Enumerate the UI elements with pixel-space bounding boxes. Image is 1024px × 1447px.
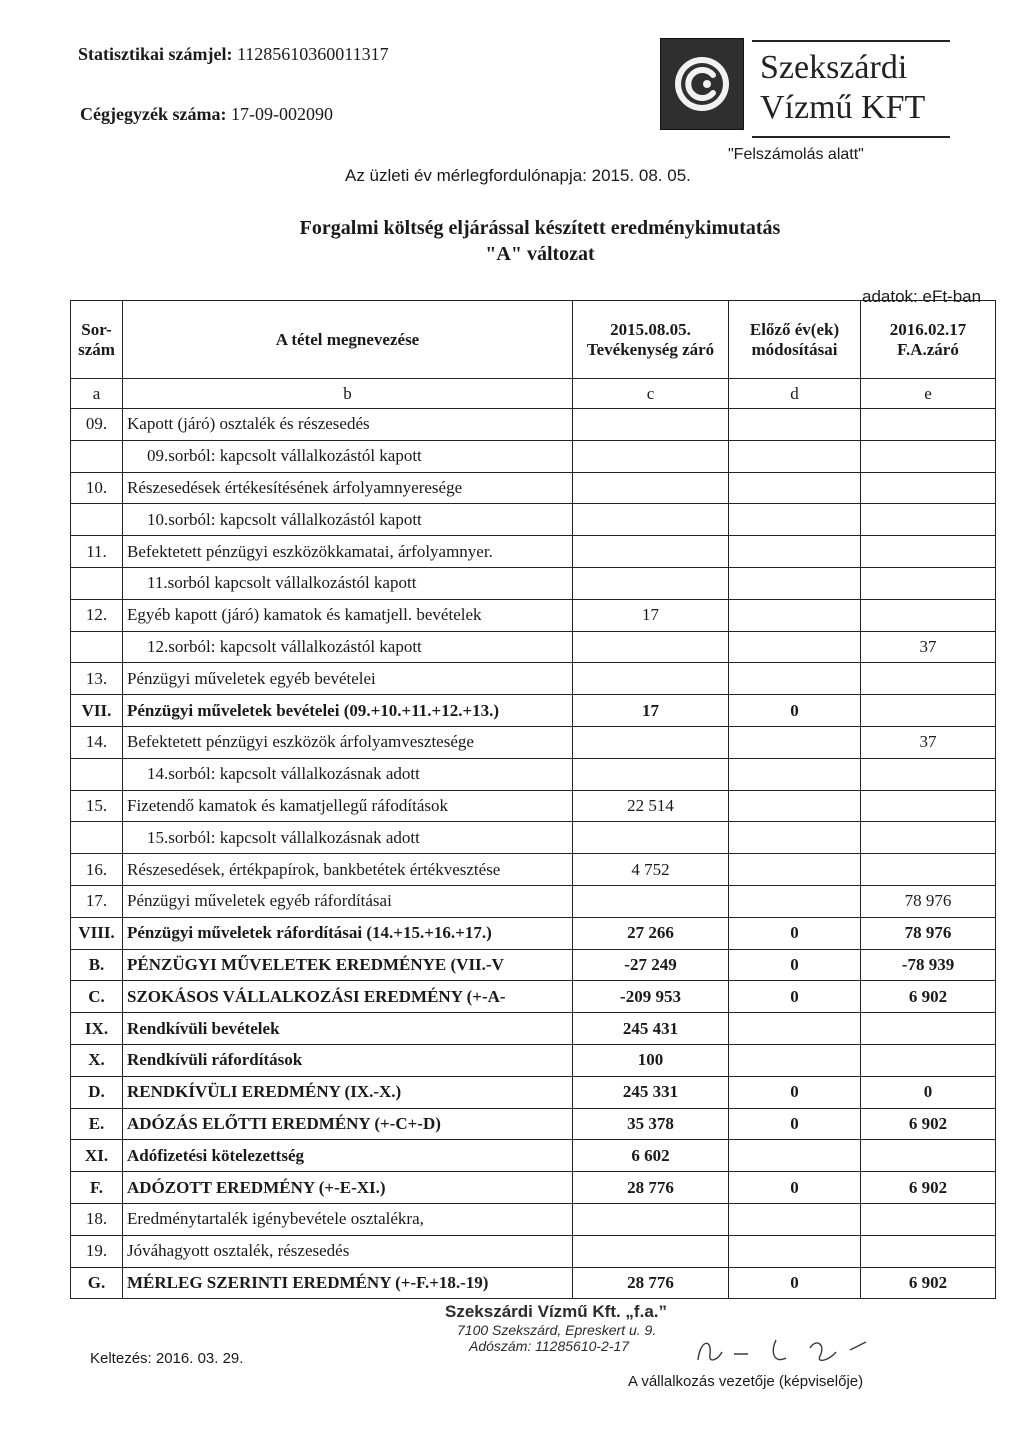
row-number: 16. — [71, 854, 123, 886]
row-label: Pénzügyi műveletek bevételei (09.+10.+11.+12.+13.) — [123, 695, 573, 727]
table-row — [71, 1044, 996, 1076]
value-d: 0 — [729, 1108, 861, 1140]
value-d: 0 — [729, 981, 861, 1013]
value-d — [729, 758, 861, 790]
value-e — [861, 567, 996, 599]
row-label: 10.sorból: kapcsolt vállalkozástól kapott — [123, 504, 573, 536]
value-e — [861, 758, 996, 790]
row-number: IX. — [71, 1013, 123, 1045]
table-letter-row — [71, 379, 996, 409]
value-e — [861, 1203, 996, 1235]
value-d — [729, 1203, 861, 1235]
row-number: X. — [71, 1044, 123, 1076]
value-c — [573, 567, 729, 599]
title-line1: Forgalmi költség eljárással készített eredménykimutatás — [299, 217, 781, 239]
col-letter-a: a — [71, 379, 123, 409]
value-d — [729, 536, 861, 568]
row-label: ADÓZÁS ELŐTTI EREDMÉNY (+-C+-D) — [123, 1108, 573, 1140]
row-label: 15.sorból: kapcsolt vállalkozásnak adott — [123, 822, 573, 854]
row-label: Fizetendő kamatok és kamatjellegű ráfodítások — [123, 790, 573, 822]
value-c: -27 249 — [573, 949, 729, 981]
value-e: 37 — [861, 631, 996, 663]
value-e — [861, 695, 996, 727]
col-header-d: Előző év(ek) módosításai — [729, 301, 861, 379]
row-label: Részesedések, értékpapírok, bankbetétek értékvesztése — [123, 854, 573, 886]
value-e: 6 902 — [861, 981, 996, 1013]
table-row — [71, 1235, 996, 1267]
value-d: 0 — [729, 1267, 861, 1299]
table-row — [71, 409, 996, 441]
value-d — [729, 790, 861, 822]
value-e — [861, 663, 996, 695]
row-number — [71, 504, 123, 536]
stamp-line2: 7100 Szekszárd, Epreskert u. 9. — [457, 1322, 657, 1338]
value-c: 245 431 — [573, 1013, 729, 1045]
row-number: 09. — [71, 409, 123, 441]
value-d: 0 — [729, 1076, 861, 1108]
value-c — [573, 504, 729, 536]
value-e: 37 — [861, 726, 996, 758]
row-number: VIII. — [71, 917, 123, 949]
table-row — [71, 1267, 996, 1299]
stat-number-label: Statisztikai számjel: — [78, 44, 233, 64]
value-e: -78 939 — [861, 949, 996, 981]
row-label: Befektetett pénzügyi eszközök árfolyamvesztesége — [123, 726, 573, 758]
row-number: 15. — [71, 790, 123, 822]
row-label: Eredménytartalék igénybevétele osztalékra, — [123, 1203, 573, 1235]
row-label: 14.sorból: kapcsolt vállalkozásnak adott — [123, 758, 573, 790]
value-e: 78 976 — [861, 917, 996, 949]
row-number — [71, 567, 123, 599]
table-row — [71, 917, 996, 949]
value-e — [861, 536, 996, 568]
row-label: Egyéb kapott (járó) kamatok és kamatjell. bevételek — [123, 599, 573, 631]
value-d — [729, 1013, 861, 1045]
value-c — [573, 1203, 729, 1235]
value-d — [729, 472, 861, 504]
table-row — [71, 726, 996, 758]
issue-date: Keltezés: 2016. 03. 29. — [90, 1350, 244, 1367]
company-stamp — [445, 1302, 667, 1354]
value-c: 17 — [573, 695, 729, 727]
col-letter-e: e — [861, 379, 996, 409]
logo-rule-top — [752, 40, 950, 42]
row-number: C. — [71, 981, 123, 1013]
table-row — [71, 1140, 996, 1172]
row-label: RENDKÍVÜLI EREDMÉNY (IX.-X.) — [123, 1076, 573, 1108]
company-reg-value: 17-09-002090 — [230, 104, 333, 124]
value-c: 28 776 — [573, 1267, 729, 1299]
row-number — [71, 631, 123, 663]
value-c — [573, 631, 729, 663]
value-c: 6 602 — [573, 1140, 729, 1172]
row-number: B. — [71, 949, 123, 981]
stat-number-value: 11285610360011317 — [236, 44, 389, 64]
row-number: 19. — [71, 1235, 123, 1267]
value-e — [861, 854, 996, 886]
table-row — [71, 790, 996, 822]
value-d — [729, 854, 861, 886]
row-label: MÉRLEG SZERINTI EREDMÉNY (+-F.+18.-19) — [123, 1267, 573, 1299]
value-c: 35 378 — [573, 1108, 729, 1140]
row-label: ADÓZOTT EREDMÉNY (+-E-XI.) — [123, 1172, 573, 1204]
value-c — [573, 1235, 729, 1267]
value-d: 0 — [729, 917, 861, 949]
value-e — [861, 440, 996, 472]
company-name — [760, 48, 925, 128]
value-e — [861, 472, 996, 504]
row-number: 17. — [71, 885, 123, 917]
row-label: Pénzügyi műveletek ráfordításai (14.+15.+16.+17.) — [123, 917, 573, 949]
row-label: 11.sorból kapcsolt vállalkozástól kapott — [123, 567, 573, 599]
table-body — [71, 409, 996, 1299]
value-e: 6 902 — [861, 1172, 996, 1204]
row-label: 09.sorból: kapcsolt vállalkozástól kapott — [123, 440, 573, 472]
income-statement-table — [70, 300, 996, 1299]
signature-icon — [690, 1330, 890, 1370]
value-d — [729, 663, 861, 695]
value-e — [861, 1140, 996, 1172]
value-c: 4 752 — [573, 854, 729, 886]
value-c — [573, 409, 729, 441]
value-e: 0 — [861, 1076, 996, 1108]
value-e — [861, 822, 996, 854]
row-number — [71, 440, 123, 472]
row-label: 12.sorból: kapcsolt vállalkozástól kapott — [123, 631, 573, 663]
value-e — [861, 1013, 996, 1045]
value-c: 17 — [573, 599, 729, 631]
value-d — [729, 885, 861, 917]
fiscal-year-date: Az üzleti év mérlegfordulónapja: 2015. 08. 05. — [345, 166, 691, 185]
value-e — [861, 1044, 996, 1076]
value-c: 22 514 — [573, 790, 729, 822]
row-label: Rendkívüli bevételek — [123, 1013, 573, 1045]
table-row — [71, 885, 996, 917]
col-letter-b: b — [123, 379, 573, 409]
table-row — [71, 1108, 996, 1140]
row-label: Részesedések értékesítésének árfolyamnyeresége — [123, 472, 573, 504]
table-row — [71, 695, 996, 727]
leader-caption: A vállalkozás vezetője (képviselője) — [628, 1373, 864, 1390]
value-d — [729, 726, 861, 758]
col-letter-d: d — [729, 379, 861, 409]
title-line2: "A" változat — [485, 243, 595, 265]
value-d — [729, 440, 861, 472]
stamp-line3: Adószám: 11285610-2-17 — [469, 1338, 630, 1354]
value-e — [861, 790, 996, 822]
row-label: Befektetett pénzügyi eszközökkamatai, árfolyamnyer. — [123, 536, 573, 568]
row-number: 14. — [71, 726, 123, 758]
value-d — [729, 631, 861, 663]
row-label: Pénzügyi műveletek egyéb ráfordításai — [123, 885, 573, 917]
row-number: VII. — [71, 695, 123, 727]
row-number: 13. — [71, 663, 123, 695]
value-e — [861, 599, 996, 631]
row-label: Jóváhagyott osztalék, részesedés — [123, 1235, 573, 1267]
stat-number — [78, 44, 389, 65]
row-label: PÉNZÜGYI MŰVELETEK EREDMÉNYE (VII.-V — [123, 949, 573, 981]
row-number: G. — [71, 1267, 123, 1299]
col-letter-c: c — [573, 379, 729, 409]
value-d: 0 — [729, 695, 861, 727]
table-row — [71, 536, 996, 568]
row-number — [71, 822, 123, 854]
row-number: 12. — [71, 599, 123, 631]
col-header-e: 2016.02.17 F.A.záró — [861, 301, 996, 379]
value-c: -209 953 — [573, 981, 729, 1013]
unit-note: adatok: eFt-ban — [862, 287, 982, 306]
liquidation-status: "Felszámolás alatt" — [728, 146, 864, 163]
row-number: E. — [71, 1108, 123, 1140]
row-label: Rendkívüli ráfordítások — [123, 1044, 573, 1076]
value-d — [729, 504, 861, 536]
value-c — [573, 822, 729, 854]
value-c: 245 331 — [573, 1076, 729, 1108]
table-row — [71, 758, 996, 790]
row-number: D. — [71, 1076, 123, 1108]
table-row — [71, 981, 996, 1013]
stamp-line1: Szekszárdi Vízmű Kft. „f.a.” — [445, 1302, 667, 1321]
row-number: 10. — [71, 472, 123, 504]
table-row — [71, 1172, 996, 1204]
table-row — [71, 599, 996, 631]
table-row — [71, 949, 996, 981]
row-label: Adófizetési kötelezettség — [123, 1140, 573, 1172]
document-title — [0, 215, 1024, 267]
value-e — [861, 504, 996, 536]
table-row — [71, 822, 996, 854]
table-header-row — [71, 301, 996, 379]
col-header-name: A tétel megnevezése — [123, 301, 573, 379]
table-row — [71, 504, 996, 536]
row-number: 18. — [71, 1203, 123, 1235]
row-label: Pénzügyi műveletek egyéb bevételei — [123, 663, 573, 695]
table-row — [71, 567, 996, 599]
table-row — [71, 854, 996, 886]
row-number: XI. — [71, 1140, 123, 1172]
value-d: 0 — [729, 1172, 861, 1204]
value-d — [729, 822, 861, 854]
value-e — [861, 1235, 996, 1267]
value-c — [573, 758, 729, 790]
company-logo-icon — [660, 38, 744, 130]
value-c — [573, 885, 729, 917]
logo-rule-bottom — [752, 136, 950, 138]
value-c — [573, 536, 729, 568]
value-d — [729, 1235, 861, 1267]
company-reg-number — [80, 104, 333, 125]
value-d — [729, 1044, 861, 1076]
value-d — [729, 409, 861, 441]
company-name-line2: Vízmű KFT — [760, 89, 926, 126]
table-row — [71, 1076, 996, 1108]
company-name-line1: Szekszárdi — [760, 49, 908, 86]
col-header-num: Sor- szám — [71, 301, 123, 379]
table-row — [71, 1013, 996, 1045]
value-c: 28 776 — [573, 1172, 729, 1204]
table-row — [71, 440, 996, 472]
row-number — [71, 758, 123, 790]
value-e — [861, 409, 996, 441]
value-c: 100 — [573, 1044, 729, 1076]
value-d — [729, 567, 861, 599]
row-label: SZOKÁSOS VÁLLALKOZÁSI EREDMÉNY (+-A- — [123, 981, 573, 1013]
value-d — [729, 1140, 861, 1172]
table-row — [71, 1203, 996, 1235]
table-row — [71, 663, 996, 695]
value-e: 6 902 — [861, 1267, 996, 1299]
value-c — [573, 726, 729, 758]
value-d — [729, 599, 861, 631]
value-c — [573, 440, 729, 472]
table-row — [71, 631, 996, 663]
value-c — [573, 472, 729, 504]
col-header-c: 2015.08.05. Tevékenység záró — [573, 301, 729, 379]
value-e: 78 976 — [861, 885, 996, 917]
row-label: Kapott (járó) osztalék és részesedés — [123, 409, 573, 441]
company-reg-label: Cégjegyzék száma: — [80, 104, 227, 124]
row-number: F. — [71, 1172, 123, 1204]
value-e: 6 902 — [861, 1108, 996, 1140]
row-number: 11. — [71, 536, 123, 568]
value-d: 0 — [729, 949, 861, 981]
table-row — [71, 472, 996, 504]
value-c — [573, 663, 729, 695]
value-c: 27 266 — [573, 917, 729, 949]
